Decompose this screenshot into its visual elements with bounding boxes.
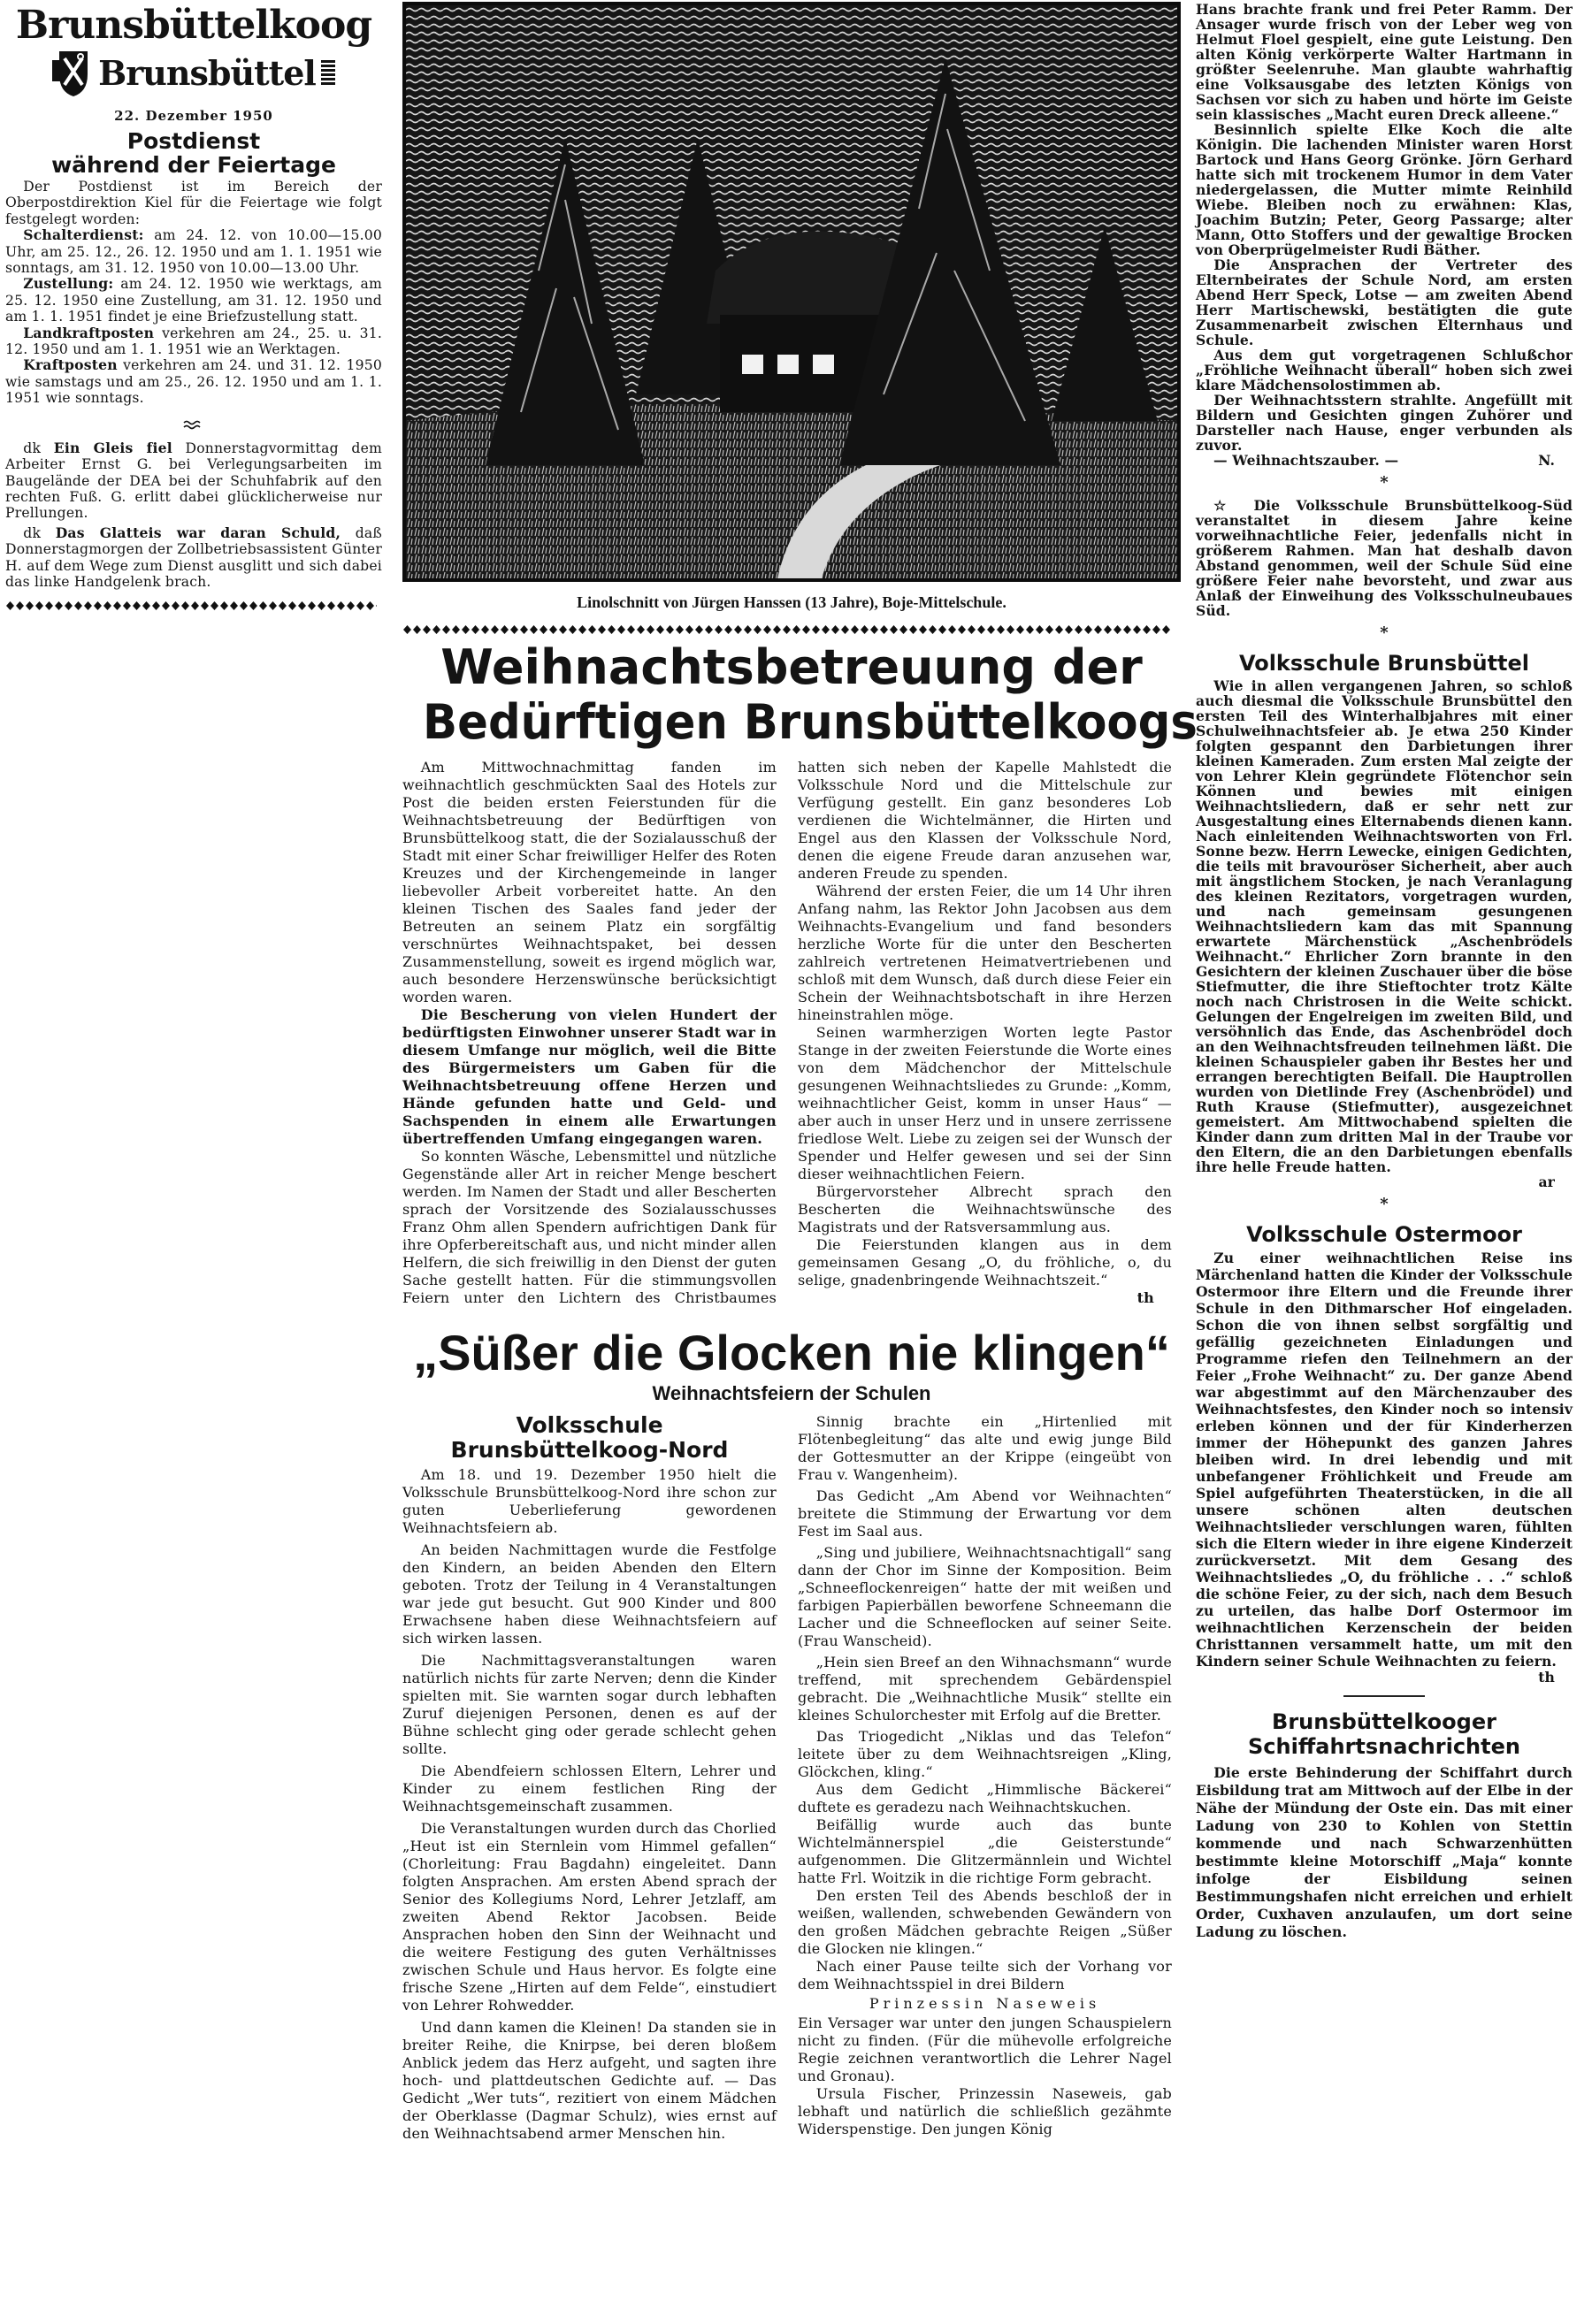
- paragraph: Am 18. und 19. Dezember 1950 hielt die Volksschule Brunsbüttelkoog-Nord ihre schon zur guten Ueberlieferung gewordenen Weihnachtsfeiern ab.: [402, 1466, 777, 1536]
- paragraph: Die Feierstunden klangen aus in dem gemeinsamen Gesang „O, du fröhliche, o, du selige, gnadenbringende Weihnachtszeit.“: [798, 1236, 1172, 1288]
- glocken-headline: „Süßer die Glocken nie klingen“: [413, 1325, 1170, 1380]
- postdienst-item: Landkraftposten verkehren am 24., 25. u. 31. 12. 1950 und am 1. 1. 1951 wie an Werktagen.: [5, 324, 382, 358]
- local-news: [5, 440, 382, 591]
- paragraph: Und dann kamen die Kleinen! Da standen sie in breiter Reihe, die Knirpse, bei deren bloßem Anblick jedem das Herz aufgeht, und sagten ihre hoch- und plattdeutschen Gedichte auf. — Das Gedicht „Wer tuts“, rezitiert von einem Mädchen der Oberklasse (Dagmar Schulz), wies ernst auf den Weihnachtsabend armer Menschen hin.: [402, 2019, 777, 2142]
- paragraph: Bürgervorsteher Albrecht sprach den Bescherten die Weihnachtswünsche des Magistrats und der Ratsversammlung aus.: [798, 1183, 1172, 1235]
- paragraph: Aus dem Gedicht „Himmlische Bäckerei“ duftete es geradezu nach Weihnachtskuchen.: [798, 1781, 1172, 1816]
- paragraph: Während der ersten Feier, die um 14 Uhr ihren Anfang nahm, las Rektor John Jacobsen aus dem Weihnachts-Evangelium und fand besonders herzliche Worte für die unter den Bescherten zahlreich vertretenen Heimatvertriebenen und schloß mit dem Wunsch, daß durch diese Feier ein Schein der Weihnachtsbotschaft in ihre Herzen hineinstrahlen möge.: [798, 883, 1172, 1023]
- paragraph: Der Weihnachtsstern strahlte. Angefüllt mit Bildern und Gesichten gingen Zuhörer und Darsteller nach Hause, enger verbunden als zuvor.: [1196, 392, 1573, 454]
- linocut-caption: Linolschnitt von Jürgen Hanssen (13 Jahre), Boje-Mittelschule.: [577, 593, 1006, 611]
- left-column: [5, 4, 382, 611]
- masthead-subtitle: Brunsbüttel: [98, 52, 316, 93]
- nord-heading: Volksschule Brunsbüttelkoog-Nord: [450, 1412, 729, 1463]
- paragraph: Die Abendfeiern schlossen Eltern, Lehrer und Kinder zu einem festlichen Ring der Weihnachtsgemeinschaft zusammen.: [402, 1762, 777, 1815]
- author-signature: th: [1538, 1669, 1555, 1686]
- sued-notice: ☆ Die Volksschule Brunsbüttelkoog-Süd veranstaltet in diesem Jahre keine vorweihnachtliche Feier, jedenfalls nicht in größerem Rahmen. Man hat deshalb davon Abstand genommen, weil der Schule Süd eine größere Feier nahe bevorsteht, und zwar aus Anlaß der Einweihung des Volksschulneubaues Süd.: [1196, 497, 1573, 619]
- paragraph: Die erste Behinderung der Schiffahrt durch Eisbildung trat am Mittwoch auf der Elbe in der Nähe der Mündung der Oste ein. Das mit einer Ladung von 230 to Kohlen von Stettin kommende und nach Schwarzenhütten bestimmte kleine Motorschiff „Maja“ konnte infolge der Eisbildung seinen Bestimmungshafen nicht erreichen und erhielt Order, Cuxhaven anzulaufen, um dort seine Ladung zu löschen.: [1196, 1764, 1573, 1940]
- glocken-col2: [798, 1413, 1172, 2143]
- paragraph: Das Triogedicht „Niklas und das Telefon“ leitete über zu dem Weihnachtsreigen „Kling, Glöckchen, kling.“: [798, 1728, 1172, 1780]
- paragraph: „Hein sien Breef an den Wihnachsmann“ wurde treffend, mit sprechendem Gebärdenspiel gebracht. Die „Weihnachtliche Musik“ stellte ein kleines Schulorchester mit Erfolg auf die Bretter.: [798, 1654, 1172, 1724]
- ostermoor-heading: Volksschule Ostermoor: [1246, 1222, 1522, 1247]
- paragraph: Das Gedicht „Am Abend vor Weihnachten“ breitete die Stimmung der Erwartung vor dem Fest im Saal aus.: [798, 1487, 1172, 1540]
- middle-column: [402, 2, 1198, 2143]
- right-column: [1196, 2, 1573, 1941]
- paragraph: Ein Versager war unter den jungen Schauspielern nicht zu finden. (Für die mühevolle erfolgreiche Regie zeichnen verantwortlich die Lehrer Nagel und Gronau).: [798, 2014, 1172, 2084]
- postdienst-article: [5, 129, 382, 407]
- author-signature: th: [1137, 1289, 1154, 1306]
- paragraph: Beifällig wurde auch das bunte Wichtelmännerspiel „die Geisterstunde“ aufgenommen. Die Glitzermännlein und Wichtel hatte Frl. Woitzik in die richtige Form gebracht.: [798, 1816, 1172, 1886]
- glocken-col1: [402, 1413, 777, 2143]
- paragraph: Die Veranstaltungen wurden durch das Chorlied „Heut ist ein Sternlein vom Himmel gefallen“ (Chorleitung: Frau Bagdahn) eingeleitet. Dann folgten Ansprachen. Am ersten Abend sprach der Senior des Kollegiums Nord, Lehrer Jetzlaff, am zweiten Abend Rektor Jacobsen. Beide Ansprachen hoben den Sinn der Weihnacht und die weitere Festigung des guten Verhältnisses zwischen Schule und Haus hervor. Es folgte eine frische Szene „Hirten auf dem Felde“, einstudiert von Lehrer Rohwedder.: [402, 1820, 777, 2014]
- paragraph: So konnten Wäsche, Lebensmittel und nützliche Gegenstände aller Art in reicher Menge beschert werden. Im Namen der Stadt und aller Bescherten sprach der Vorsitzende des Sozialausschusses Franz Ohm allen Spendern aufrichtigen Dank für ihre Opferbereitschaft aus, und nicht minder allen Helfern, die sich freiwillig in den Dienst der guten Sache gestellt hatten. Für die stimmungsvollen Feiern unter den Lichtern des Christbaumes hatten sich neben der Kapelle Mahlstedt die Volksschule Nord und die Mittelschule zur Verfügung gestellt. Ein ganz besonderes Lob verdienen die Wichtelmänner, die Hirten und Engel aus den Klassen der Volksschule Nord, denen die eigene Freude daran anzusehen war, anderen Freude zu spenden.: [402, 759, 1172, 1306]
- star-icon: ☆: [1213, 497, 1254, 514]
- glocken-columns: [402, 1413, 1172, 2143]
- paragraph: Besinnlich spielte Elke Koch die alte Königin. Die lachenden Minister waren Horst Bartock und Hans Georg Grönke. Jörn Gerhard hatte sich mit trockenem Humor in dem Vater niedergelassen, die Mutter mimte Reinhild Wiebe. Bleiben noch zu erwähnen: Klas, Joachim Butzin; Peter, Georg Passarge; alter Mann, Otto Stoffers und der gewaltige Brocken von Oberprügelmeister Rudi Bäther.: [1196, 121, 1573, 258]
- schiffahrt-heading: Brunsbüttelkooger Schiffahrtsnachrichten: [1248, 1709, 1520, 1759]
- paragraph: Die Nachmittagsveranstaltungen waren natürlich nichts für zarte Nerven; denn die Kinder spielten mit. Sie warnten sogar durch lebhaften Zuruf diejenigen Personen, denen es auf der Bühne schlecht ging oder gerade schlecht gehen sollte.: [402, 1652, 777, 1757]
- paragraph: „Sing und jubiliere, Weihnachtsnachtigall“ sang dann der Chor im Sinne der Komposition. Beim „Schneeflockenreigen“ hatte der mit weißen und farbigen Papierbällen beworfene Schneemann die Lacher und die Schneeflocken auf seiner Seite. (Frau Wanscheid).: [798, 1544, 1172, 1649]
- paragraph: Ursula Fischer, Prinzessin Naseweis, gab lebhaft und natürlich die schließlich gezähmte Widerspenstige. Den jungen König: [798, 2085, 1172, 2137]
- news-item: dk Das Glatteis war daran Schuld, daß Donnerstagmorgen der Zollbetriebsassistent Günter H. auf dem Wege zum Dienst ausglitt und sich dabei das linke Handgelenk brach.: [5, 524, 382, 590]
- issue-date: 22. Dezember 1950: [114, 108, 273, 124]
- betreuung-body: [402, 759, 1172, 1307]
- author-signature: ar: [1538, 1173, 1555, 1190]
- betreuung-headline: Weihnachtsbetreuung der Bedürftigen Brunsbüttelkoogs: [423, 639, 1198, 750]
- wave-ornament: [5, 417, 382, 428]
- masthead-title: Brunsbüttelkoog: [15, 3, 372, 48]
- paragraph: Nach einer Pause teilte sich der Vorhang vor dem Weihnachtsspiel in drei Bildern: [798, 1958, 1172, 1992]
- diamond-rule: [5, 600, 377, 611]
- postdienst-item: Zustellung: am 24. 12. 1950 wie werktags, am 25. 12. 1950 eine Zustellung, am 31. 12. 1950 und am 1. 1. 1951 findet je eine Briefzustellung statt.: [5, 275, 382, 325]
- glocken-col3: [1196, 2, 1573, 468]
- news-item: dk Ein Gleis fiel Donnerstagvormittag dem Arbeiter Ernst G. bei Verlegungsarbeiten im Baugelände der DEA bei der Schuhfabrik auf den rechten Fuß. G. erlitt dabei glücklicherweise nur Prellungen.: [5, 439, 382, 522]
- paragraph: Die Ansprachen der Vertreter des Elternbeirates der Schule Nord, am ersten Abend Herr Speck, Lotse — am zweiten Abend Herr Martischewski, bestätigten die gute Zusammenarbeit zwischen Elternhaus und Schule.: [1196, 256, 1573, 348]
- brunsbuettel-heading: Volksschule Brunsbüttel: [1238, 651, 1530, 676]
- paragraph: Am Mittwochnachmittag fanden im weihnachtlich geschmückten Saal des Hotels zur Post die beiden ersten Feierstunden für die Weihnachtsbetreuung der Bedürftigen von Brunsbüttelkoog statt, die der Sozialausschuß der Stadt mit einer Schar freiwilliger Helfer des Roten Kreuzes und der Kirchengemeinde in langer liebevoller Arbeit vorbereitet hatte. An den kleinen Tischen des Saales fand jeder der Betreuten an seinem Platz ein sorgfältig verschnürtes Weihnachtspaket, bei dessen Zusammenstellung, soweit es irgend möglich war, auch besondere Herzenswünsche berücksichtigt worden waren.: [402, 759, 777, 1005]
- diamond-rule: [402, 624, 1172, 635]
- paragraph: Die Bescherung von vielen Hundert der bedürftigsten Einwohner unserer Stadt war in diesem Umfange nur möglich, weil die Bitte des Bürgermeisters um Gaben für die Weihnachtsbetreuung offene Herzen und Hände gefunden hatte und Geld- und Sachspenden in einem alle Erwartungen übertreffenden Umfang eingegangen waren.: [402, 1006, 777, 1147]
- separator-asterisk: *: [1380, 473, 1389, 492]
- schiffahrt-article: [1196, 1709, 1573, 1941]
- ostermoor-article: [1196, 1219, 1573, 1685]
- paragraph: Hans brachte frank und frei Peter Ramm. Der Ansager wurde frisch von der Leber weg von Helmut Floel gespielt, eine gute Leistung. Den alten König verkörperte Walter Hartmann in größter Seelenruhe. Man glaubte wahrhaftig eine Volksausgabe des letzten Königs von Sachsen vor sich zu haben und hörte im Geiste sein klassisches „Macht euren Dreck alleene.“: [1196, 1, 1573, 123]
- play-title: Prinzessin Naseweis: [869, 1995, 1101, 2012]
- postdienst-item: Kraftposten verkehren am 24. und 31. 12. 1950 wie samstags und am 25., 26. 12. 1950 und am 1. 1. 1951 wie sonntags.: [5, 356, 382, 407]
- postdienst-intro: Der Postdienst ist im Bereich der Oberpostdirektion Kiel für die Feiertage wie folgt festgelegt worden:: [5, 179, 382, 227]
- paragraph: Den ersten Teil des Abends beschloß der in weißen, wallenden, schwebenden Gewändern von den großen Mädchen gebrachte Reigen „Süßer die Glocken nie klingen.“: [798, 1887, 1172, 1957]
- masthead: [5, 4, 382, 101]
- glocken-subtitle: Weihnachtsfeiern der Schulen: [652, 1382, 931, 1404]
- separator-asterisk: *: [1380, 623, 1389, 642]
- paragraph: Sinnig brachte ein „Hirtenlied mit Flötenbegleitung“ das alte und ewig junge Bild der Gottesmutter an der Krippe (eingeübt von Frau v. Wangenheim).: [798, 1413, 1172, 1483]
- banner-end-icon: [321, 60, 335, 85]
- short-rule: [1343, 1695, 1425, 1697]
- linocut-image: [402, 2, 1181, 582]
- postdienst-item: Schalterdienst: am 24. 12. von 10.00—15.00 Uhr, am 25. 12., 26. 12. 1950 und am 1. 1. 1951 wie sonntags, am 31. 12. 1950 von 10.00—13.00 Uhr.: [5, 226, 382, 277]
- paragraph: An beiden Nachmittagen wurde die Festfolge den Kindern, an beiden Abenden den Eltern geboten. Trotz der Teilung in 4 Veranstaltungen war jede gut besucht. Gut 900 Kinder und 800 Erwachsene haben diese Weihnachtsfeiern auf sich wirken lassen.: [402, 1541, 777, 1647]
- separator-asterisk: *: [1380, 1195, 1389, 1213]
- coat-of-arms-icon: [52, 48, 93, 97]
- closing-line: — Weihnachtszauber. — N.: [1213, 452, 1555, 469]
- paragraph: Wie in allen vergangenen Jahren, so schloß auch diesmal die Volksschule Brunsbüttel den ersten Teil des Winterhalbjahres mit einer Schulweihnachtsfeier ab. Je etwa 250 Kinder folgten gespannt den Darbietungen ihrer kleinen Kameraden. Zum ersten Mal zeigte der von Lehrer Klein gegründete Flötenchor sein Können und bewies mit einigen Weihnachtsliedern, daß er sehr nett zur Ausgestaltung eines Elternabends dienen kann. Nach einleitenden Weihnachtsworten von Frl. Sonne bezw. Herrn Lewecke, einigen Gedichten, die teils mit bravouröser Sicherheit, aber auch mit ängstlichem Stocken, je nach Veranlagung des kleinen Rezitators, vorgetragen wurden, und nach gemeinsam gesungenen Weihnachtsliedern kam das mit Spannung erwartete Märchenstück „Aschenbrödels Weihnacht.“ Ehrlicher Zorn brannte in den Gesichtern der kleinen Zuschauer über die böse Stiefmutter, die ihre Stieftochter trotz Kälte noch nach Christrosen in die Weite schickt. Gelungen der Engelreigen im zweiten Bild, und versöhnlich das Ende, das Aschenbrödel doch an den Weihnachtsfreuden teilnehmen läßt. Die kleinen Schauspieler gaben ihr Bestes her und errangen berechtigten Beifall. Die Hauptrollen wurden von Dietlinde Frey (Aschenbrödel) und Ruth Krause (Stiefmutter), ausgezeichnet gemeistert. Am Mittwochabend spielten die Kinder dann zum dritten Mal in der Traube vor den Eltern, die an den Darbietungen ebenfalls ihre helle Freude hatten.: [1196, 677, 1573, 1175]
- paragraph: Zu einer weihnachtlichen Reise ins Märchenland hatten die Kinder der Volksschule Ostermoor ihre Eltern und die Freunde ihrer Schule in den Dithmarscher Hof eingeladen. Schon die von ihnen selbst sorgfältig und gefällig gezeichneten Einladungen und Programme riefen den Teilnehmern an der Feier „Frohe Weihnacht“ zu. Der ganze Abend war abgestimmt auf den Märchenzauber des Weihnachtsfestes, den Kinder noch so intensiv erleben können und der für Kinderherzen immer der Höhepunkt des ganzen Jahres bleiben wird. In drei lebendig und mit unbefangener Fröhlichkeit und Freude am Spiel aufgeführten Theaterstücken, in die all unsere schönen alten deutschen Weihnachtslieder verschlungen waren, fühlten sich die Eltern wieder in ihre eigene Kinderzeit zurückversetzt. Mit dem Gesang des Weihnachtsliedes „O, du fröhliche . . .“ schloß die schöne Feier, zu der sich, nach dem Besuch zu urteilen, das halbe Dorf Ostermoor im weihnachtlichen Kerzenschein der beiden Christtannen versammelt hatte, um mit den Kindern seiner Schule Weihnachten zu feiern.: [1196, 1250, 1573, 1670]
- brunsbuettel-article: [1196, 648, 1573, 1189]
- paragraph: Seinen warmherzigen Worten legte Pastor Stange in der zweiten Feierstunde die Worte eines von dem Mädchenchor der Mittelschule gesungenen Weihnachtsliedes zu Grunde: „Komm, weihnachtlicher Geist, komm in unser Haus“ — aber auch in unser Herz und in unsere zerrissene friedlose Welt. Liebe zu zeigen sei der Wunsch der Spender und Helfer gewesen und sei der Sinn dieser weihnachtlichen Feiern.: [798, 1024, 1172, 1182]
- postdienst-headline: Postdienst während der Feiertage: [51, 128, 336, 178]
- paragraph: Aus dem gut vorgetragenen Schlußchor „Fröhliche Weihnacht überall“ hoben sich zwei klare Mädchensolostimmen ab.: [1196, 347, 1573, 394]
